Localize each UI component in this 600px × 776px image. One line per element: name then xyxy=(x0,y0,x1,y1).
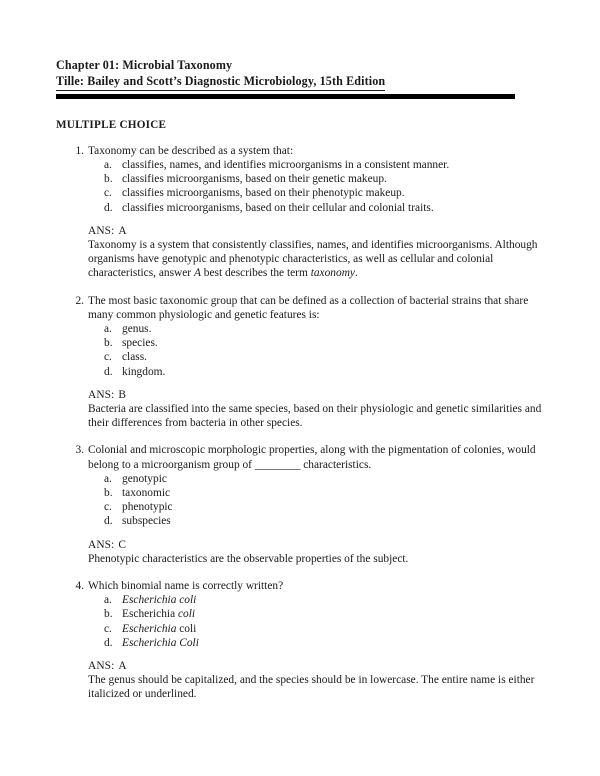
option-row[interactable] xyxy=(56,201,544,215)
question-stem: Which binomial name is correctly written? xyxy=(88,579,284,592)
option-text: phenotypic xyxy=(122,501,173,514)
options-list xyxy=(56,593,544,650)
rationale-text-2: best describes the term xyxy=(200,267,311,280)
answer-key: B xyxy=(118,388,127,401)
option-letter: d. xyxy=(104,515,113,528)
option-text-italic: coli xyxy=(177,608,196,621)
option-text-italic: Escherichia coli xyxy=(122,594,197,607)
option-text: classifies, names, and identifies microorganisms in a consistent manner. xyxy=(122,158,450,171)
answer-label-row xyxy=(88,659,544,673)
answer-label: ANS: xyxy=(88,224,115,237)
header-book-title: Tille: Bailey and Scott’s Diagnostic Microbiology, 15th Edition xyxy=(56,74,385,91)
option-row[interactable] xyxy=(56,514,544,528)
option-row[interactable] xyxy=(56,472,544,486)
option-text: Escherichia xyxy=(122,608,178,621)
option-text: classifies microorganisms, based on their phenotypic makeup. xyxy=(122,187,405,200)
rationale-italic-1: A xyxy=(193,267,201,280)
rationale-italic-2: taxonomy xyxy=(310,267,355,280)
answer-key: A xyxy=(118,659,127,672)
options-list xyxy=(56,158,544,215)
question-stem: The most basic taxonomic group that can be defined as a collection of bacterial strains that share many common physiologic and genetic features is: xyxy=(88,294,529,321)
option-letter: d. xyxy=(104,201,113,214)
answer-rationale xyxy=(88,238,544,281)
option-letter: a. xyxy=(104,472,112,485)
answer-block xyxy=(56,388,544,431)
option-row[interactable] xyxy=(56,607,544,621)
answer-label: ANS: xyxy=(88,659,115,672)
option-row[interactable] xyxy=(56,593,544,607)
option-text: class. xyxy=(122,351,147,364)
option-letter: c. xyxy=(104,622,112,635)
options-list xyxy=(56,472,544,529)
option-row[interactable] xyxy=(56,336,544,350)
question-block xyxy=(56,579,544,702)
question-stem-row xyxy=(56,294,544,322)
answer-block xyxy=(56,538,544,566)
option-text: genotypic xyxy=(122,472,167,485)
rationale-text-3: . xyxy=(354,267,358,280)
option-text-italic: Escherichia Coli xyxy=(122,636,199,649)
rationale-text-1: Bacteria are classified into the same species, based on their physiologic and genetic similarities and their differences from bacteria in other species. xyxy=(88,402,542,430)
option-letter: c. xyxy=(104,501,112,514)
answer-label-row xyxy=(88,224,544,238)
option-letter: b. xyxy=(104,608,113,621)
answer-rationale xyxy=(88,673,544,701)
answer-label-row xyxy=(88,538,544,552)
rationale-text-1: Phenotypic characteristics are the observable properties of the subject. xyxy=(88,552,409,565)
answer-label-row xyxy=(88,388,544,402)
answer-label: ANS: xyxy=(88,388,115,401)
question-number: 3. xyxy=(75,444,84,457)
rationale-text-1: Taxonomy is a system that consistently classifies, names, and identifies microorganisms. Although organisms have genotypic and phenotypic characteristics, as well as cellular and colonial characteristics, answer xyxy=(88,238,538,280)
question-stem-row xyxy=(56,579,544,593)
header-chapter-title: Chapter 01: Microbial Taxonomy xyxy=(56,58,233,72)
option-row[interactable] xyxy=(56,486,544,500)
option-letter: a. xyxy=(104,322,112,335)
answer-key: C xyxy=(118,538,127,551)
answer-block xyxy=(56,224,544,281)
header-divider-rule xyxy=(56,94,515,99)
option-row[interactable] xyxy=(56,365,544,379)
option-row[interactable] xyxy=(56,158,544,172)
question-block xyxy=(56,294,544,431)
option-letter: c. xyxy=(104,187,112,200)
option-letter: b. xyxy=(104,173,113,186)
answer-label: ANS: xyxy=(88,538,115,551)
option-row[interactable] xyxy=(56,172,544,186)
option-row[interactable] xyxy=(56,350,544,364)
option-letter: a. xyxy=(104,594,112,607)
option-letter: b. xyxy=(104,337,113,350)
question-stem: Colonial and microscopic morphologic properties, along with the pigmentation of colonies, would belong to a microorganism group of ________ characteristics. xyxy=(88,444,536,471)
question-stem-row xyxy=(56,443,544,471)
option-text: genus. xyxy=(122,322,152,335)
question-number: 1. xyxy=(75,144,84,157)
question-block xyxy=(56,144,544,281)
option-letter: d. xyxy=(104,636,113,649)
option-letter: a. xyxy=(104,158,112,171)
option-row[interactable] xyxy=(56,622,544,636)
question-stem: Taxonomy can be described as a system that: xyxy=(88,144,294,157)
option-text: classifies microorganisms, based on their cellular and colonial traits. xyxy=(122,201,434,214)
answer-rationale xyxy=(88,552,544,566)
answer-key: A xyxy=(118,224,127,237)
question-block xyxy=(56,443,544,566)
option-text: subspecies xyxy=(122,515,171,528)
answer-block xyxy=(56,659,544,702)
option-text: taxonomic xyxy=(122,486,171,499)
option-text: species. xyxy=(122,337,158,350)
option-row[interactable] xyxy=(56,636,544,650)
document-header xyxy=(56,58,544,91)
option-row[interactable] xyxy=(56,186,544,200)
option-text: kingdom. xyxy=(122,365,166,378)
question-number: 2. xyxy=(75,294,84,307)
question-stem-row xyxy=(56,144,544,158)
option-letter: c. xyxy=(104,351,112,364)
option-text-italic: Escherichia xyxy=(122,622,177,635)
questions-list xyxy=(56,144,544,702)
question-number: 4. xyxy=(75,579,84,592)
section-title-multiple-choice: MULTIPLE CHOICE xyxy=(56,118,167,131)
option-row[interactable] xyxy=(56,322,544,336)
option-letter: d. xyxy=(104,365,113,378)
rationale-text-1: The genus should be capitalized, and the species should be in lowercase. The entire name is either italicized or underlined. xyxy=(88,674,535,701)
answer-rationale xyxy=(88,402,544,430)
options-list xyxy=(56,322,544,379)
option-row[interactable] xyxy=(56,500,544,514)
option-text: classifies microorganisms, based on their genetic makeup. xyxy=(122,173,387,186)
option-letter: b. xyxy=(104,486,113,499)
option-text: coli xyxy=(176,622,197,635)
